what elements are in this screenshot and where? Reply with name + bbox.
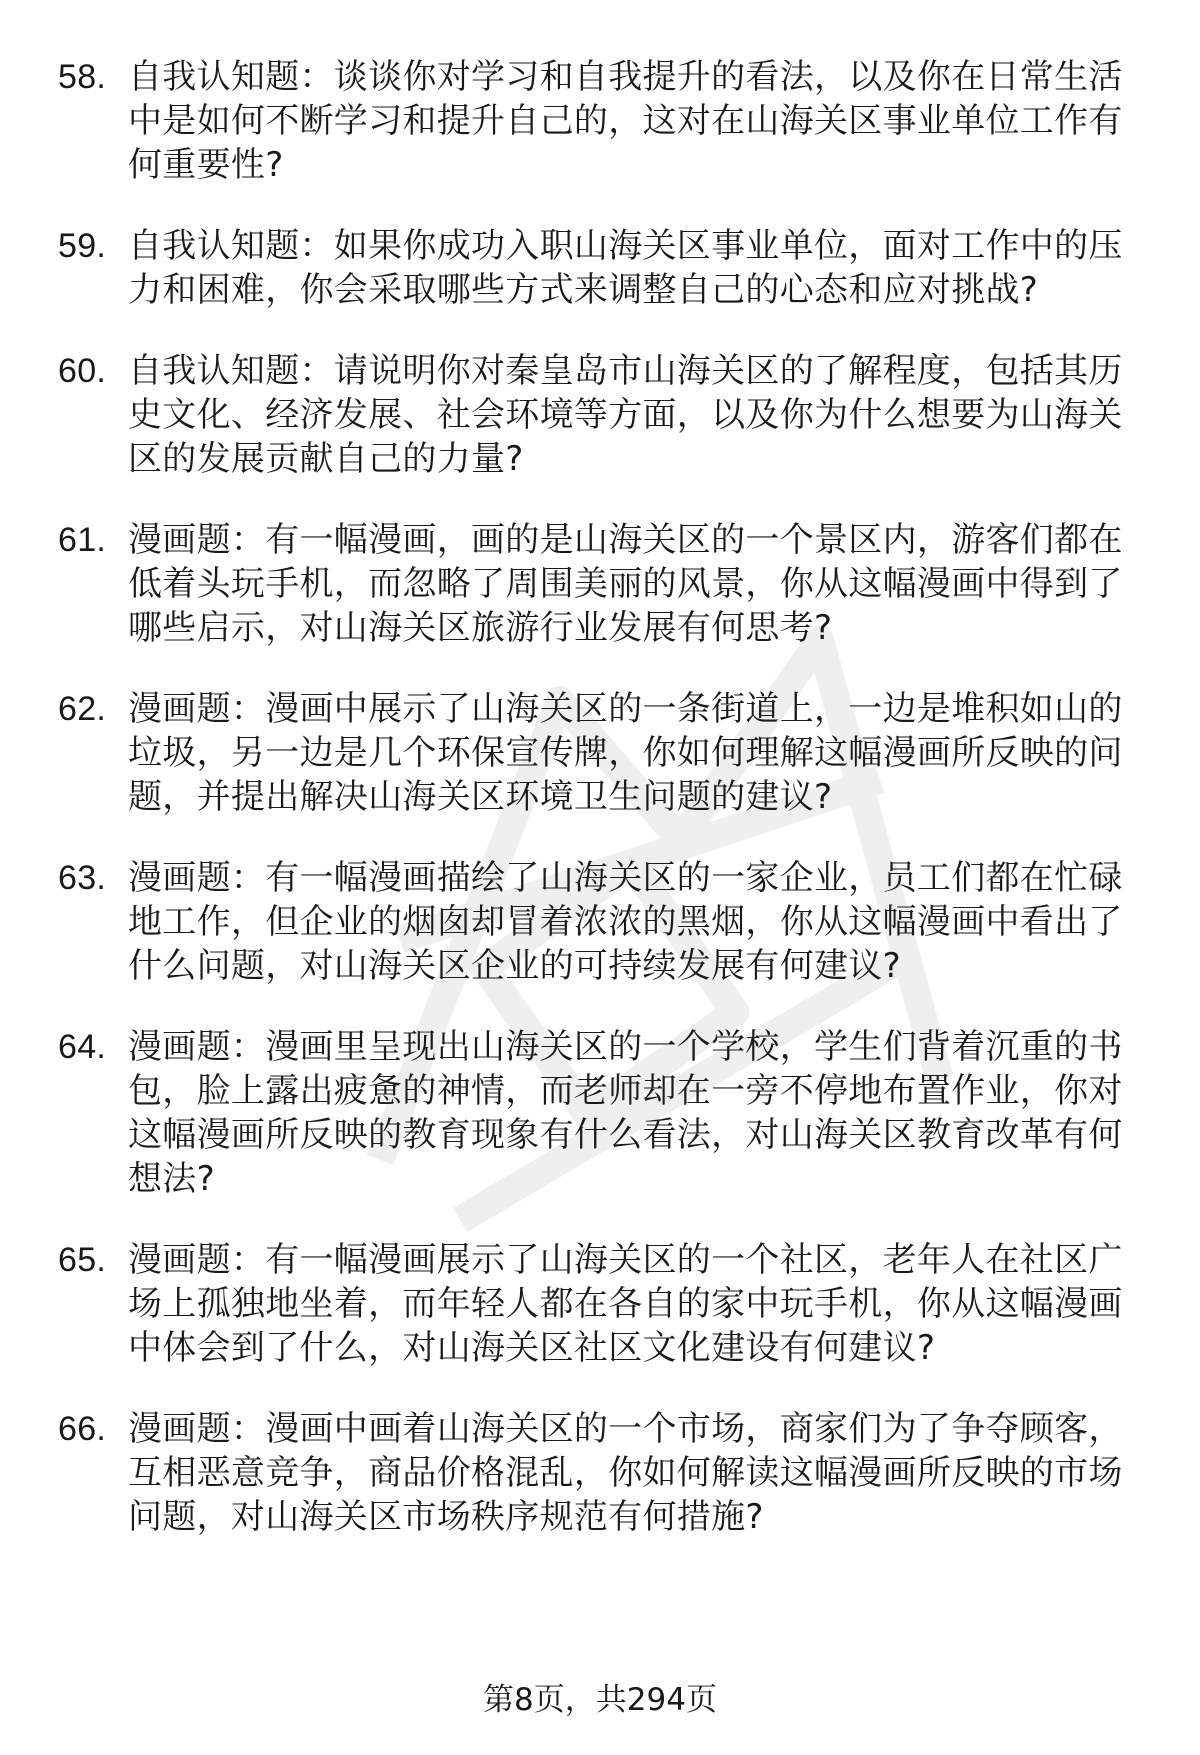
question-item-59 bbox=[58, 224, 1148, 312]
question-text: 漫画题：漫画中画着山海关区的一个市场，商家们为了争夺顾客，互相恶意竞争，商品价格混乱，你如何解读这幅漫画所反映的市场问题，对山海关区市场秩序规范有何措施? bbox=[128, 1409, 1123, 1537]
question-number: 64. bbox=[58, 1028, 107, 1066]
page-number-footer: 第8页，共294页 bbox=[483, 1682, 717, 1718]
question-number: 58. bbox=[58, 58, 107, 96]
question-item-61 bbox=[58, 518, 1148, 650]
question-list bbox=[58, 55, 1148, 1576]
question-number: 61. bbox=[58, 521, 107, 559]
question-text: 漫画题：有一幅漫画展示了山海关区的一个社区，老年人在社区广场上孤独地坐着，而年轻人都在各自的家中玩手机，你从这幅漫画中体会到了什么，对山海关区社区文化建设有何建议? bbox=[128, 1240, 1123, 1368]
question-text: 漫画题：有一幅漫画描绘了山海关区的一家企业，员工们都在忙碌地工作，但企业的烟囱却冒着浓浓的黑烟，你从这幅漫画中看出了什么问题，对山海关区企业的可持续发展有何建议? bbox=[128, 858, 1123, 986]
question-number: 63. bbox=[58, 859, 107, 897]
question-number: 62. bbox=[58, 690, 107, 728]
question-item-66 bbox=[58, 1407, 1148, 1539]
question-text: 漫画题：有一幅漫画，画的是山海关区的一个景区内，游客们都在低着头玩手机，而忽略了周围美丽的风景，你从这幅漫画中得到了哪些启示，对山海关区旅游行业发展有何思考? bbox=[128, 520, 1123, 648]
question-number: 60. bbox=[58, 352, 107, 390]
question-text: 漫画题：漫画中展示了山海关区的一条街道上，一边是堆积如山的垃圾，另一边是几个环保宣传牌，你如何理解这幅漫画所反映的问题，并提出解决山海关区环境卫生问题的建议? bbox=[128, 689, 1123, 817]
question-text: 自我认知题：谈谈你对学习和自我提升的看法，以及你在日常生活中是如何不断学习和提升自己的，这对在山海关区事业单位工作有何重要性? bbox=[128, 57, 1123, 185]
question-item-64 bbox=[58, 1025, 1148, 1201]
question-number: 65. bbox=[58, 1241, 107, 1279]
question-text: 自我认知题：请说明你对秦皇岛市山海关区的了解程度，包括其历史文化、经济发展、社会环境等方面，以及你为什么想要为山海关区的发展贡献自己的力量? bbox=[128, 351, 1123, 479]
question-item-65 bbox=[58, 1238, 1148, 1370]
question-item-63 bbox=[58, 856, 1148, 988]
question-text: 自我认知题：如果你成功入职山海关区事业单位，面对工作中的压力和困难，你会采取哪些方式来调整自己的心态和应对挑战? bbox=[128, 226, 1123, 310]
question-number: 66. bbox=[58, 1410, 107, 1448]
question-item-62 bbox=[58, 687, 1148, 819]
question-item-60 bbox=[58, 349, 1148, 481]
question-number: 59. bbox=[58, 227, 107, 265]
question-item-58 bbox=[58, 55, 1148, 187]
question-text: 漫画题：漫画里呈现出山海关区的一个学校，学生们背着沉重的书包，脸上露出疲惫的神情，而老师却在一旁不停地布置作业，你对这幅漫画所反映的教育现象有什么看法，对山海关区教育改革有何想法? bbox=[128, 1027, 1123, 1199]
